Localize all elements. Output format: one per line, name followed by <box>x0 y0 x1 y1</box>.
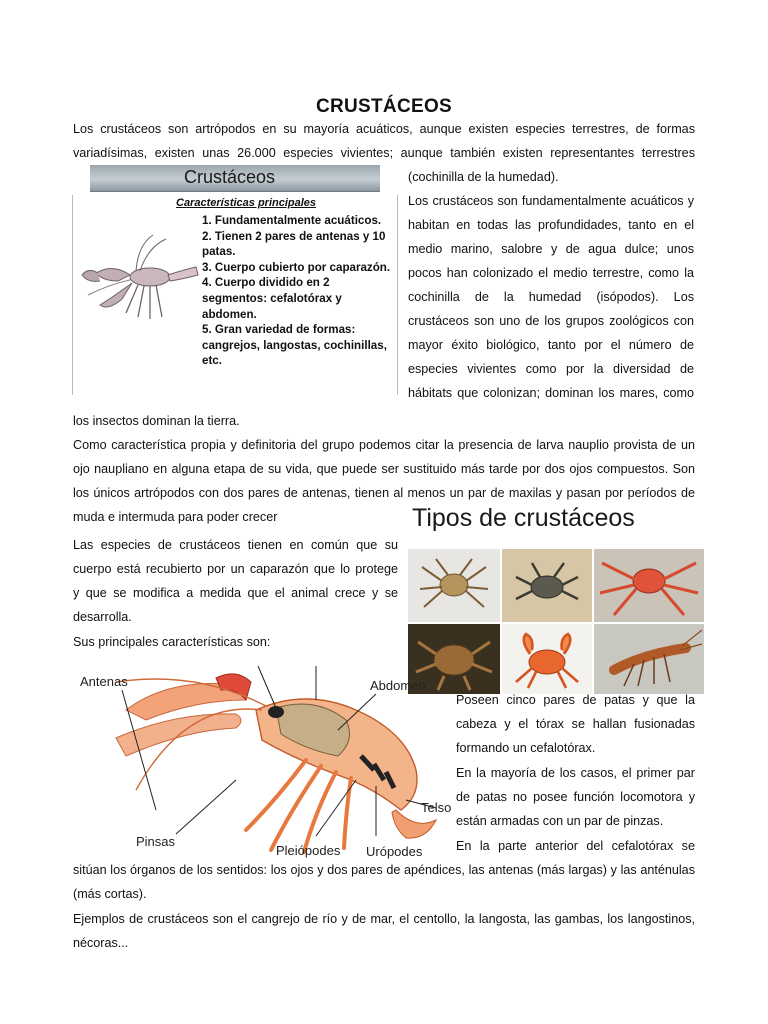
lobster-photo <box>594 624 704 694</box>
crustacean-types-figure <box>406 504 704 694</box>
figure-title: Tipos de crustáceos <box>412 504 635 532</box>
text-line: y que se modifica a medida que el animal crece y se <box>73 586 398 600</box>
text-line: muda e intermuda para poder crecer <box>73 510 278 524</box>
figure-title: Crustáceos <box>184 167 276 187</box>
crustacean-anatomy-figure <box>76 660 452 860</box>
crab-photo <box>408 549 500 622</box>
list-item: 2. Tienen 2 pares de antenas y 10 patas. <box>202 229 386 259</box>
text-line: cabeza y el tórax se hallan fusionadas <box>456 717 695 731</box>
text-line: cochinilla de la humedad (isópodos). Los <box>408 290 694 304</box>
text-line: (más cortas). <box>73 887 147 901</box>
text-line: crustáceos son uno de los grupos zoológicos con <box>408 314 694 328</box>
text-line: Poseen cinco pares de patas y que la <box>456 693 695 707</box>
text-line: habitan en todas las profundidades, tanto en el <box>408 218 694 232</box>
text-line: están armadas con un par de pinzas. <box>456 814 664 828</box>
text-line: pocos han colonizado el medio terrestre, como la <box>408 266 694 280</box>
label-pinsas: Pinsas <box>136 834 176 849</box>
text-line: mayor éxito biológico, tanto por el número de <box>408 338 694 352</box>
text-line: Los crustáceos son fundamentalmente acuáticos y <box>408 194 694 208</box>
text-line: Las especies de crustáceos tienen en común que su <box>73 538 398 552</box>
list-item: 4. Cuerpo dividido en 2 segmentos: cefalotórax y abdomen. <box>202 276 342 321</box>
intro-line-2: variadísimas, existen unas 26.000 especies vivientes; aunque también existen representantes terrestres <box>73 146 695 160</box>
text-line: los insectos dominan la tierra. <box>73 414 240 428</box>
text-line: Como característica propia y definitoria del grupo podemos citar la presencia de larva nauplio provista de un <box>73 438 695 452</box>
label-abdomen: Abdomen <box>370 678 426 693</box>
text-line: En la mayoría de los casos, el primer par <box>456 766 695 780</box>
list-item: 3. Cuerpo cubierto por caparazón. <box>202 260 391 274</box>
text-line: En la parte anterior del cefalotórax se <box>456 839 695 853</box>
text-line: de patas no posee función locomotora y <box>456 790 695 804</box>
spider-crab-photo <box>594 549 704 622</box>
figure-subtitle: Características principales <box>176 197 317 209</box>
text-line: especies vivientes como por la diversidad de <box>408 362 694 376</box>
text-line: desarrolla. <box>73 610 132 624</box>
text-line: sitúan los órganos de los sentidos: los ojos y dos pares de apéndices, las antenas (más largas) y las anténulas <box>73 863 695 877</box>
characteristics-list <box>202 213 396 369</box>
label-antenas: Antenas <box>80 674 128 689</box>
list-item: 1. Fundamentalmente acuáticos. <box>202 214 382 227</box>
crab-sand-photo <box>502 549 592 622</box>
intro-line-3: (cochinilla de la humedad). <box>408 170 559 184</box>
text-line: Ejemplos de crustáceos son el cangrejo de río y de mar, el centollo, la langosta, las gambas, los langostinos, <box>73 912 695 926</box>
figure-title-band <box>90 165 380 192</box>
text-line: medio marino, salobre y de agua dulce; unos <box>408 242 694 256</box>
paragraph-5: Sus principales características son: <box>73 635 271 649</box>
text-line: hábitats que colonizan; dominan los mares, como <box>408 386 694 400</box>
label-uropodes: Urópodes <box>366 844 423 859</box>
label-telson: Telso <box>421 800 452 815</box>
label-pleiopodes: Pleiópodes <box>276 843 341 858</box>
page-title: CRUSTÁCEOS <box>315 96 452 117</box>
list-item: 5. Gran variedad de formas: cangrejos, langostas, cochinillas, etc. <box>202 323 387 368</box>
crustaceos-figure <box>72 165 398 397</box>
text-line: nécoras... <box>73 936 129 950</box>
text-line: los únicos artrópodos con dos pares de antenas, tienen al menos un par de maxilas y pasan por períodos de <box>73 486 695 500</box>
text-line: formando un cefalotórax. <box>456 741 596 755</box>
text-line: ojo naupliano en alguna etapa de su vida, que puede ser sustituido más tarde por dos ojos compuestos. Son <box>73 462 695 476</box>
crayfish-drawing <box>78 225 208 345</box>
intro-line-1: Los crustáceos son artrópodos en su mayoría acuáticos, aunque existen especies terrestres, de formas <box>73 122 695 136</box>
red-crab-photo <box>502 624 592 694</box>
text-line: cuerpo está recubierto por un caparazón que lo protege <box>73 562 398 576</box>
